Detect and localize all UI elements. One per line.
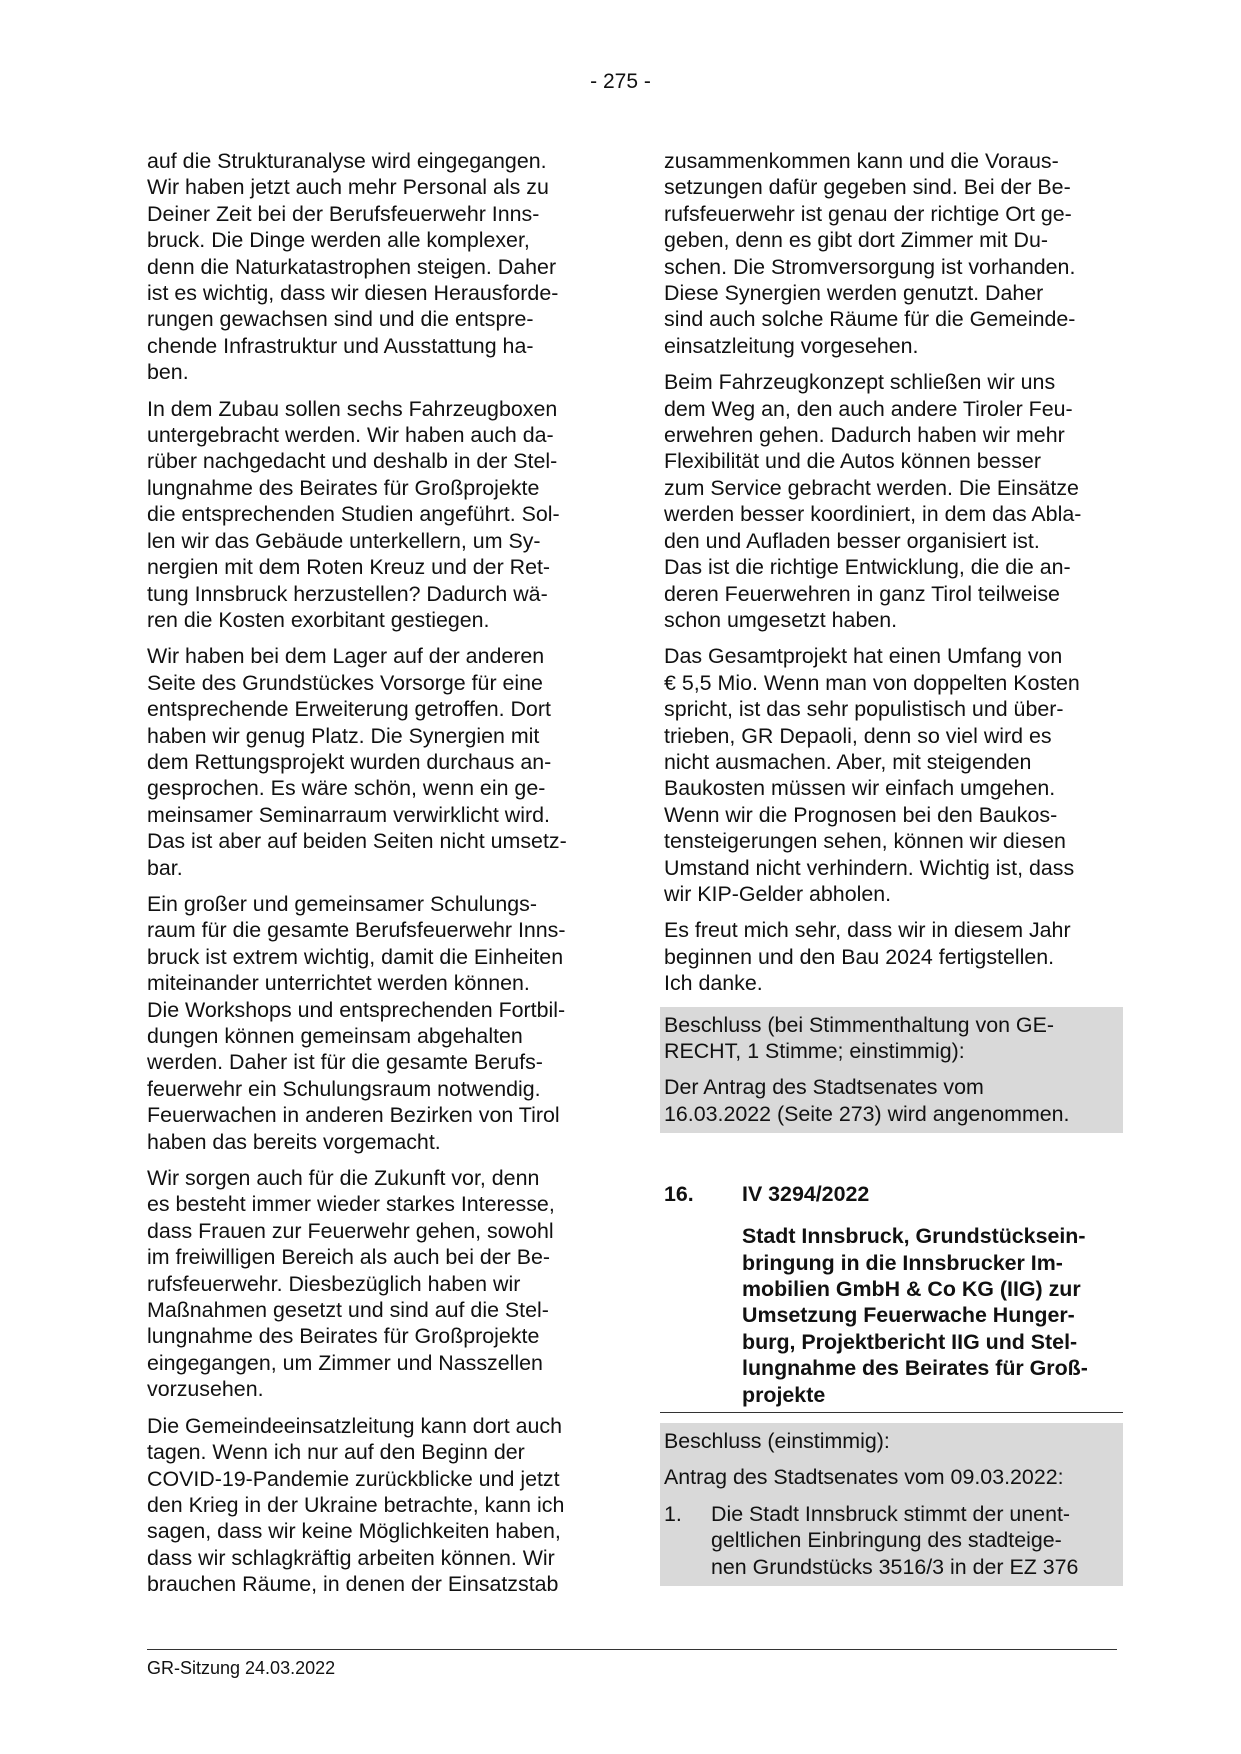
- text-line: Es freut mich sehr, dass wir in diesem Jahr: [664, 918, 1071, 943]
- text-line: Die Gemeindeeinsatzleitung kann dort auch: [147, 1413, 562, 1438]
- text-line: nergien mit dem Roten Kreuz und der Ret-: [147, 555, 551, 580]
- text-line: untergebracht werden. Wir haben auch da-: [147, 423, 554, 448]
- text-line: len wir das Gebäude unterkellern, um Sy-: [147, 528, 541, 553]
- text-line: haben das bereits vorgemacht.: [147, 1129, 441, 1154]
- text-line: den Krieg in der Ukraine betrachte, kann ich: [147, 1492, 565, 1517]
- decision-1-text: [664, 1074, 1119, 1127]
- paragraph: [147, 891, 607, 1155]
- text-line: entsprechende Erweiterung getroffen. Dort: [147, 697, 551, 722]
- page-number: - 275 -: [590, 70, 651, 93]
- agenda-item-title: [742, 1223, 1119, 1408]
- text-line: gesprochen. Es wäre schön, wenn ein ge-: [147, 776, 546, 801]
- text-line: lungnahme des Beirates für Groß-: [742, 1356, 1088, 1381]
- paragraph: [664, 148, 1119, 359]
- text-line: nen Grundstücks 3516/3 in der EZ 376: [711, 1554, 1079, 1579]
- text-line: Seite des Grundstückes Vorsorge für eine: [147, 670, 543, 695]
- text-line: die entsprechenden Studien angeführt. Sol-: [147, 502, 560, 527]
- text-line: rufsfeuerwehr. Diesbezüglich haben wir: [147, 1271, 521, 1296]
- decision-2-header: Beschluss (einstimmig):: [664, 1429, 890, 1454]
- left-column: [147, 148, 607, 1608]
- text-line: ren die Kosten exorbitant gestiegen.: [147, 607, 490, 632]
- text-line: Flexibilität und die Autos können besser: [664, 449, 1041, 474]
- text-line: Beschluss (bei Stimmenthaltung von GE-: [664, 1012, 1054, 1037]
- text-line: Der Antrag des Stadtsenates vom: [664, 1075, 984, 1100]
- paragraph: [664, 917, 1119, 996]
- paragraph: [147, 396, 607, 634]
- text-line: Ein großer und gemeinsamer Schulungs-: [147, 891, 537, 916]
- text-line: bringung in die Innsbrucker Im-: [742, 1250, 1063, 1275]
- text-line: projekte: [742, 1382, 826, 1407]
- text-line: Umsetzung Feuerwache Hunger-: [742, 1303, 1075, 1328]
- text-line: Wir sorgen auch für die Zukunft vor, denn: [147, 1166, 540, 1191]
- text-line: zusammenkommen kann und die Voraus-: [664, 149, 1059, 173]
- text-line: erwehren gehen. Dadurch haben wir mehr: [664, 423, 1065, 448]
- text-line: Stadt Innsbruck, Grundstücksein-: [742, 1224, 1086, 1249]
- paragraph: [147, 643, 607, 881]
- decision-block-1: [660, 1007, 1123, 1134]
- text-line: rufsfeuerwehr ist genau der richtige Ort ge-: [664, 201, 1072, 226]
- text-line: Die Stadt Innsbruck stimmt der unent-: [711, 1501, 1071, 1526]
- text-line: dem Rettungsprojekt wurden durchaus an-: [147, 749, 552, 774]
- text-line: Die Workshops und entsprechenden Fortbil-: [147, 997, 566, 1022]
- text-line: Umstand nicht verhindern. Wichtig ist, dass: [664, 855, 1075, 880]
- enum-body: [711, 1501, 1119, 1580]
- paragraph: [147, 148, 607, 386]
- text-line: bruck ist extrem wichtig, damit die Einheiten: [147, 944, 564, 969]
- text-line: geben, denn es gibt dort Zimmer mit Du-: [664, 228, 1049, 253]
- text-line: einsatzleitung vorgesehen.: [664, 333, 919, 358]
- text-line: trieben, GR Depaoli, denn so viel wird es: [664, 723, 1052, 748]
- text-line: dass Frauen zur Feuerwehr gehen, sowohl: [147, 1218, 554, 1243]
- paragraph: [664, 369, 1119, 633]
- text-line: burg, Projektbericht IIG und Stel-: [742, 1329, 1078, 1354]
- text-line: den und Aufladen besser organisiert ist.: [664, 528, 1040, 553]
- text-line: denn die Naturkatastrophen steigen. Daher: [147, 254, 557, 279]
- text-line: meinsamer Seminarraum verwirklicht wird.: [147, 802, 550, 827]
- text-line: wir KIP-Gelder abholen.: [664, 881, 892, 906]
- text-line: beginnen und den Bau 2024 fertigstellen.: [664, 944, 1055, 969]
- paragraph: [147, 1413, 607, 1598]
- text-line: In dem Zubau sollen sechs Fahrzeugboxen: [147, 396, 558, 421]
- text-line: bar.: [147, 855, 183, 880]
- text-line: auf die Strukturanalyse wird eingegangen.: [147, 149, 547, 173]
- text-line: Feuerwachen in anderen Bezirken von Tirol: [147, 1103, 560, 1128]
- agenda-item-heading: [664, 1181, 1119, 1209]
- text-line: spricht, ist das sehr populistisch und über-: [664, 697, 1064, 722]
- text-line: deren Feuerwehren in ganz Tirol teilweise: [664, 581, 1060, 606]
- text-line: Das Gesamtprojekt hat einen Umfang von: [664, 644, 1063, 669]
- text-line: raum für die gesamte Berufsfeuerwehr Inns-: [147, 918, 566, 943]
- text-line: lungnahme des Beirates für Großprojekte: [147, 1324, 540, 1349]
- text-line: haben wir genug Platz. Die Synergien mit: [147, 723, 540, 748]
- text-line: Diese Synergien werden genutzt. Daher: [664, 281, 1044, 306]
- text-line: rungen gewachsen sind und die entspre-: [147, 307, 534, 332]
- right-paragraphs: [664, 148, 1119, 997]
- text-line: 16.03.2022 (Seite 273) wird angenommen.: [664, 1101, 1070, 1126]
- text-line: Beim Fahrzeugkonzept schließen wir uns: [664, 370, 1056, 395]
- text-line: schon umgesetzt haben.: [664, 607, 898, 632]
- text-line: werden besser koordiniert, in dem das Abla-: [664, 502, 1082, 527]
- text-line: nicht ausmachen. Aber, mit steigenden: [664, 749, 1032, 774]
- decision-1-header: [664, 1012, 1119, 1065]
- text-line: Wir haben jetzt auch mehr Personal als zu: [147, 175, 549, 200]
- agenda-item-divider: [660, 1412, 1123, 1413]
- text-line: eingegangen, um Zimmer und Nasszellen: [147, 1350, 543, 1375]
- text-line: Baukosten müssen wir einfach umgehen.: [664, 776, 1056, 801]
- paragraph: [664, 643, 1119, 907]
- decision-2-enum-item: [664, 1501, 1119, 1580]
- text-line: Das ist aber auf beiden Seiten nicht umsetz-: [147, 829, 567, 854]
- text-line: sagen, dass wir keine Möglichkeiten haben,: [147, 1519, 561, 1544]
- text-line: Ich danke.: [664, 971, 763, 996]
- text-line: feuerwehr ein Schulungsraum notwendig.: [147, 1076, 541, 1101]
- text-line: Wenn wir die Prognosen bei den Baukos-: [664, 802, 1058, 827]
- text-line: € 5,5 Mio. Wenn man von doppelten Kosten: [664, 670, 1080, 695]
- right-column: [664, 148, 1119, 1596]
- decision-block-2: [660, 1423, 1123, 1586]
- text-line: tensteigerungen sehen, können wir diesen: [664, 829, 1066, 854]
- text-line: COVID-19-Pandemie zurückblicke und jetzt: [147, 1466, 560, 1491]
- text-line: ist es wichtig, dass wir diesen Herausforde-: [147, 281, 559, 306]
- decision-2-motion: Antrag des Stadtsenates vom 09.03.2022:: [664, 1465, 1064, 1490]
- text-line: chende Infrastruktur und Ausstattung ha-: [147, 333, 534, 358]
- text-line: rüber nachgedacht und deshalb in der Stel-: [147, 449, 558, 474]
- text-line: Maßnahmen gesetzt und sind auf die Stel-: [147, 1298, 549, 1323]
- text-line: tagen. Wenn ich nur auf den Beginn der: [147, 1440, 525, 1465]
- footer-divider: [147, 1649, 1117, 1650]
- footer-text: GR-Sitzung 24.03.2022: [147, 1658, 336, 1678]
- text-line: lungnahme des Beirates für Großprojekte: [147, 475, 540, 500]
- text-line: dem Weg an, den auch andere Tiroler Feu-: [664, 396, 1073, 421]
- text-line: Deiner Zeit bei der Berufsfeuerwehr Inns-: [147, 201, 540, 226]
- text-line: sind auch solche Räume für die Gemeinde-: [664, 307, 1076, 332]
- agenda-item-number: 16.: [664, 1182, 694, 1207]
- text-line: dungen können gemeinsam abgehalten: [147, 1024, 523, 1048]
- enum-number: 1.: [664, 1501, 682, 1526]
- text-line: miteinander unterrichtet werden können.: [147, 971, 530, 996]
- text-line: zum Service gebracht werden. Die Einsätze: [664, 475, 1079, 500]
- text-line: schen. Die Stromversorgung ist vorhanden.: [664, 254, 1076, 279]
- text-line: brauchen Räume, in denen der Einsatzstab: [147, 1572, 559, 1597]
- text-line: setzungen dafür gegeben sind. Bei der Be-: [664, 175, 1071, 200]
- text-line: Das ist die richtige Entwicklung, die die an-: [664, 555, 1071, 580]
- text-line: tung Innsbruck herzustellen? Dadurch wä-: [147, 581, 548, 606]
- text-line: im freiwilligen Bereich als auch bei der Be-: [147, 1245, 551, 1270]
- text-line: ben.: [147, 360, 189, 385]
- text-line: RECHT, 1 Stimme; einstimmig):: [664, 1039, 965, 1063]
- text-line: bruck. Die Dinge werden alle komplexer,: [147, 228, 530, 253]
- text-line: geltlichen Einbringung des stadteige-: [711, 1528, 1062, 1553]
- text-line: Wir haben bei dem Lager auf der anderen: [147, 644, 545, 669]
- text-line: mobilien GmbH & Co KG (IIG) zur: [742, 1277, 1081, 1302]
- agenda-item-code: IV 3294/2022: [742, 1182, 870, 1207]
- text-line: dass wir schlagkräftig arbeiten können. Wir: [147, 1545, 555, 1570]
- paragraph: [147, 1165, 607, 1403]
- text-line: werden. Daher ist für die gesamte Berufs-: [147, 1050, 543, 1075]
- text-line: vorzusehen.: [147, 1377, 264, 1402]
- text-line: es besteht immer wieder starkes Interesse,: [147, 1192, 555, 1217]
